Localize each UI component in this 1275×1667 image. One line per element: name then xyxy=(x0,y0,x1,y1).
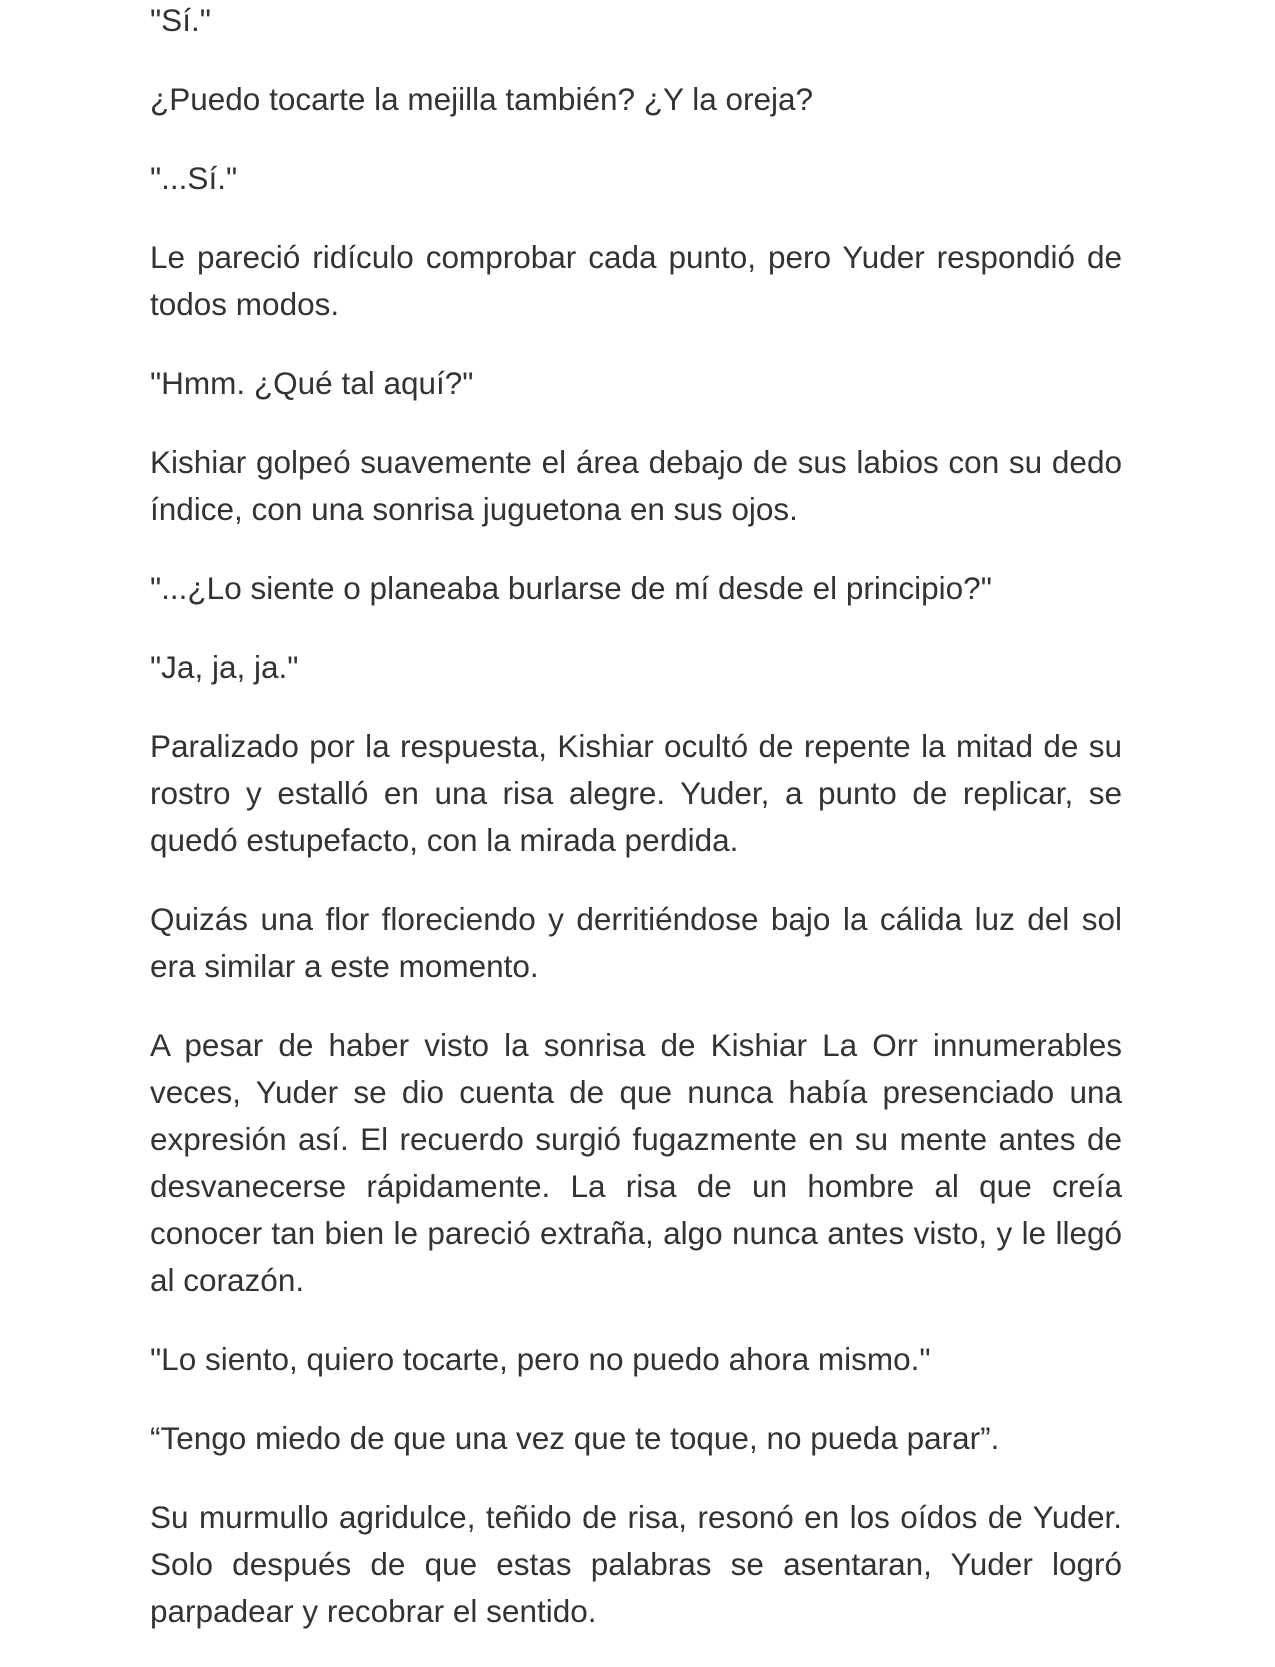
paragraph: Su murmullo agridulce, teñido de risa, resonó en los oídos de Yuder. Solo después de que estas palabras se asentaran, Yuder logró parpadear y recobrar el sentido. xyxy=(150,1499,1122,1629)
paragraph: Le pareció ridículo comprobar cada punto, pero Yuder respondió de todos modos. xyxy=(150,239,1122,322)
paragraph: ¿Puedo tocarte la mejilla también? ¿Y la oreja? xyxy=(150,81,814,117)
paragraph: "...¿Lo siente o planeaba burlarse de mí desde el principio?" xyxy=(150,570,992,606)
paragraph: "Hmm. ¿Qué tal aquí?" xyxy=(150,365,474,401)
paragraph: "Sí." xyxy=(150,2,211,38)
paragraph: Quizás una flor floreciendo y derritiéndose bajo la cálida luz del sol era similar a este momento. xyxy=(150,901,1122,984)
document-page xyxy=(150,0,1122,1667)
paragraph: "Ja, ja, ja." xyxy=(150,649,299,685)
paragraph: Paralizado por la respuesta, Kishiar ocultó de repente la mitad de su rostro y estalló en una risa alegre. Yuder, a punto de replicar, se quedó estupefacto, con la mirada perdida. xyxy=(150,728,1122,858)
paragraph: "Lo siento, quiero tocarte, pero no puedo ahora mismo." xyxy=(150,1341,931,1377)
paragraph: A pesar de haber visto la sonrisa de Kishiar La Orr innumerables veces, Yuder se dio cuenta de que nunca había presenciado una expresión así. El recuerdo surgió fugazmente en su mente antes de desvanecerse rápidamente. La risa de un hombre al que creía conocer tan bien le pareció extraña, algo nunca antes visto, y le llegó al corazón. xyxy=(150,1027,1122,1298)
paragraph: Kishiar golpeó suavemente el área debajo de sus labios con su dedo índice, con una sonrisa juguetona en sus ojos. xyxy=(150,444,1122,527)
paragraph: “Tengo miedo de que una vez que te toque, no pueda parar”. xyxy=(150,1420,1000,1456)
paragraph: "...Sí." xyxy=(150,160,238,196)
